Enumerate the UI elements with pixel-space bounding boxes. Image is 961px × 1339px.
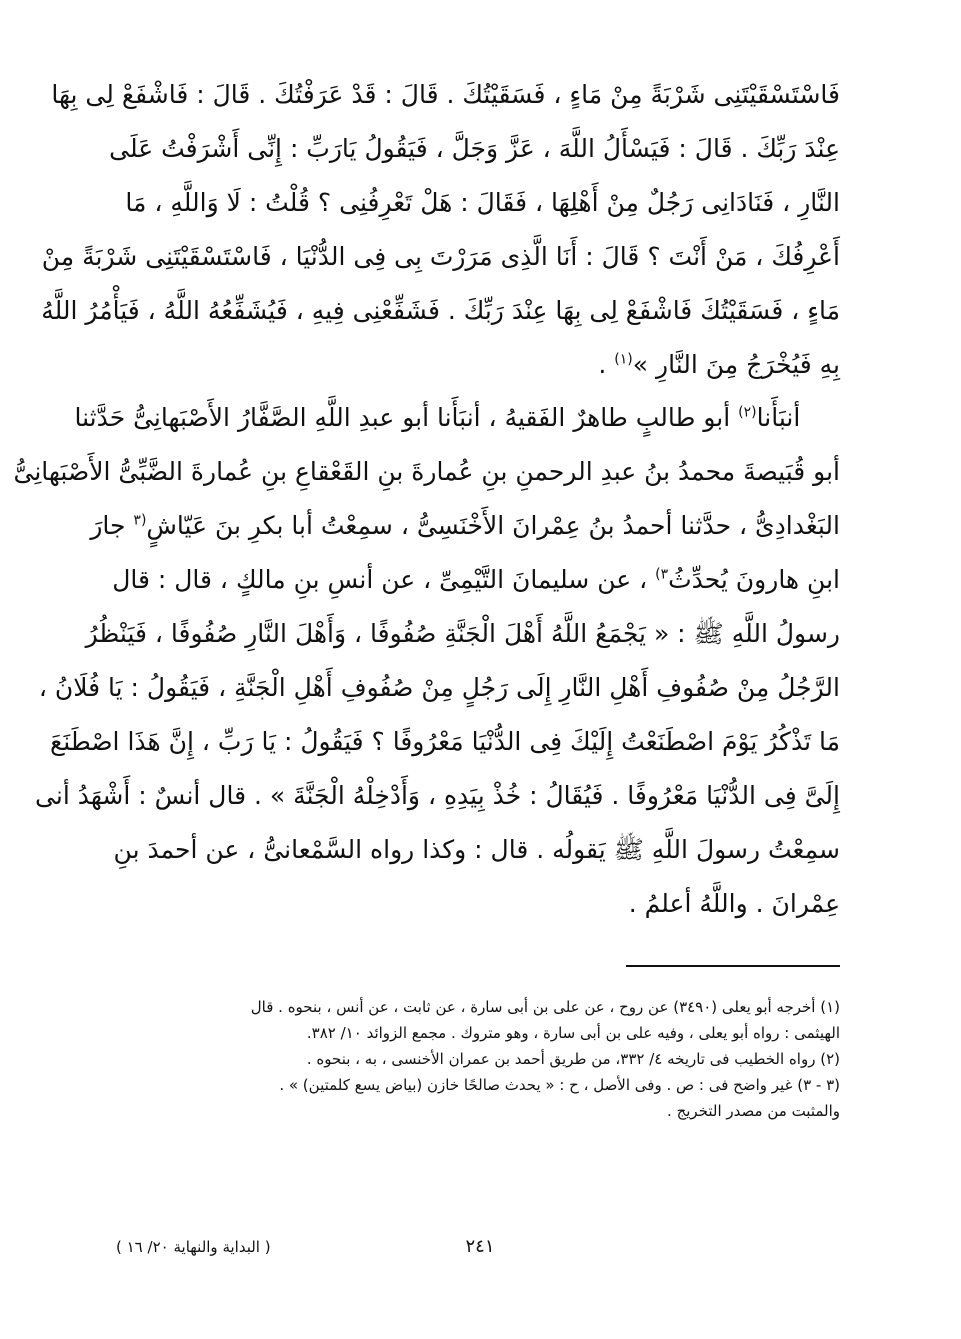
paragraph-2 xyxy=(13,391,840,931)
page-number: ٢٤١ xyxy=(465,1236,495,1257)
text-line-rest: ، عن سليمانَ التَّيْمِىِّ ، عن أنسِ بنِ مالكٍ ، قال : قال xyxy=(112,565,656,594)
text-line xyxy=(112,553,840,607)
text-line-rest: أبو طالبٍ طاهرٌ الفَقيهُ ، أنبَأَنا أبو عبدِ اللَّهِ الصَّفَّارُ الأَصْبَهانِىُّ حَدَّثنا xyxy=(74,403,739,432)
text-line: عِنْدَ رَبِّكَ . قَالَ : فَيَسْأَلُ اللَّهَ ، عَزَّ وَجَلَّ ، فَيَقُولُ يَارَبِّ : إِنِّى أَشْرَفْتُ عَلَى xyxy=(109,134,840,163)
text-line-end: جارَ xyxy=(90,511,134,540)
footnote-ref-3-close: ٣) xyxy=(655,566,669,583)
text-line xyxy=(90,499,840,553)
text-line-first xyxy=(74,391,840,445)
text-line-content: البَغْدادِىُّ ، حدَّثنا أحمدُ بنُ عِمْرانَ الأَخْنَسِىُّ ، سمِعْتُ أبا بكرِ بنَ عَيّاشٍ xyxy=(146,511,840,540)
text-line: مَا تَذْكُرُ يَوْمَ اصْطَنَعْتُ إِلَيْكَ فِى الدُّنْيَا مَعْرُوفًا ؟ فَيَقُولُ : يَا رَبِّ ، إِنَّ هَذَا اصْطَنَعَ xyxy=(49,727,840,756)
footnote-line: (٢) رواه الخطيب فى تاريخه ٤/ ٣٣٢، من طريق أحمد بن عمران الأخنسى ، به ، بنحوه . xyxy=(306,1050,840,1068)
text-line: أَعْرِفُكَ ، مَنْ أَنْتَ ؟ قَالَ : أَنَا الَّذِى مَرَرْتَ بِى فِى الدُّنْيَا ، فَاسْتَسْقَيْتَنِى شَرْبَةً مِنْ xyxy=(41,242,840,271)
footnotes xyxy=(128,994,840,1124)
footnote-ref-3-open: (٣ xyxy=(133,512,147,529)
text-line-last xyxy=(128,338,840,392)
footnote-ref-1: (١) xyxy=(614,351,633,368)
text-line: فَاسْتَسْقَيْتَنِى شَرْبَةً مِنْ مَاءٍ ، فَسَقَيْتُكَ . قَالَ : قَدْ عَرَفْتُكَ . قَالَ : فَاشْفَعْ لِى بِهَا xyxy=(51,80,840,109)
footnote-line: والمثبت من مصدر التخريج . xyxy=(667,1102,840,1120)
text-line: سمِعْتُ رسولَ اللَّهِ ﷺ يَقولُه . قال : وكذا رواه السَّمْعانىُّ ، عن أحمدَ بنِ xyxy=(113,835,840,864)
footnote-line: (١) أخرجه أبو يعلى (٣٤٩٠) عن روح ، عن على بن أبى سارة ، عن ثابت ، عن أنس ، بنحوه . قال xyxy=(250,998,840,1016)
footnote-divider xyxy=(626,965,840,967)
text-line-start: ابنِ هارونَ يُحدِّثُ xyxy=(668,565,840,594)
text-line: مَاءٍ ، فَسَقَيْتُكَ فَاشْفَعْ لِى بِهَا عِنْدَ رَبِّكَ . فَشَفِّعْنِى فِيهِ ، فَيُشَفِّعُهُ اللَّهُ ، فَيَأْمُرُ اللَّهُ xyxy=(41,296,840,325)
footnote-line: الهيثمى : رواه أبو يعلى ، وفيه على بن أبى سارة ، وهو متروك . مجمع الزوائد ١٠/ ٣٨٢. xyxy=(306,1024,840,1042)
text-line-content: بِهِ فَيُخْرَجُ مِنَ النَّارِ » xyxy=(632,350,840,379)
paragraph-1 xyxy=(41,68,840,392)
text-line: النَّارِ ، فَنَادَانِى رَجُلٌ مِنْ أَهْلِهَا ، فَقَالَ : هَلْ تَعْرِفُنِى ؟ قُلْتُ : لَا وَاللَّهِ ، مَا xyxy=(125,188,840,217)
text-line-start: أنبَأَنا xyxy=(756,403,801,432)
running-source-reference: ( البداية والنهاية ٢٠/ ١٦ ) xyxy=(116,1238,271,1256)
footnote-ref-2: (٢) xyxy=(738,404,757,421)
text-line: عِمْرانَ . واللَّهُ أعلمُ . xyxy=(628,889,840,918)
footnote-line: (٣ - ٣) غير واضح فى : ص . وفى الأصل ، ح : « يحدث صالحًا خازن (بياض يسع كلمتين) » . xyxy=(279,1076,840,1094)
text-line: الرَّجُلُ مِنْ صُفُوفِ أَهْلِ النَّارِ إِلَى رَجُلٍ مِنْ صُفُوفِ أَهْلِ الْجَنَّةِ ، فَيَقُولُ : يَا فُلَانُ ، xyxy=(38,673,840,702)
text-line: أبو قُبَيصةَ محمدُ بنُ عبدِ الرحمنِ بنِ عُمارةَ بنِ القَعْقاعِ بنِ عُمارةَ الضَّبِّىُّ الأَصْبَهانِىُّ xyxy=(13,457,840,486)
text-line-end: . xyxy=(598,350,615,379)
text-line: رسولُ اللَّهِ ﷺ : « يَجْمَعُ اللَّهُ أَهْلَ الْجَنَّةِ صُفُوفًا ، وَأَهْلَ النَّارِ صُفُوفًا ، فَيَنْظُرُ xyxy=(85,619,840,648)
text-line: إِلَىَّ فِى الدُّنْيَا مَعْرُوفًا . فَيُقَالُ : خُذْ بِيَدِهِ ، وَأَدْخِلْهُ الْجَنَّةَ » . قال أنسٌ : أَشْهَدُ أنى xyxy=(35,781,840,810)
